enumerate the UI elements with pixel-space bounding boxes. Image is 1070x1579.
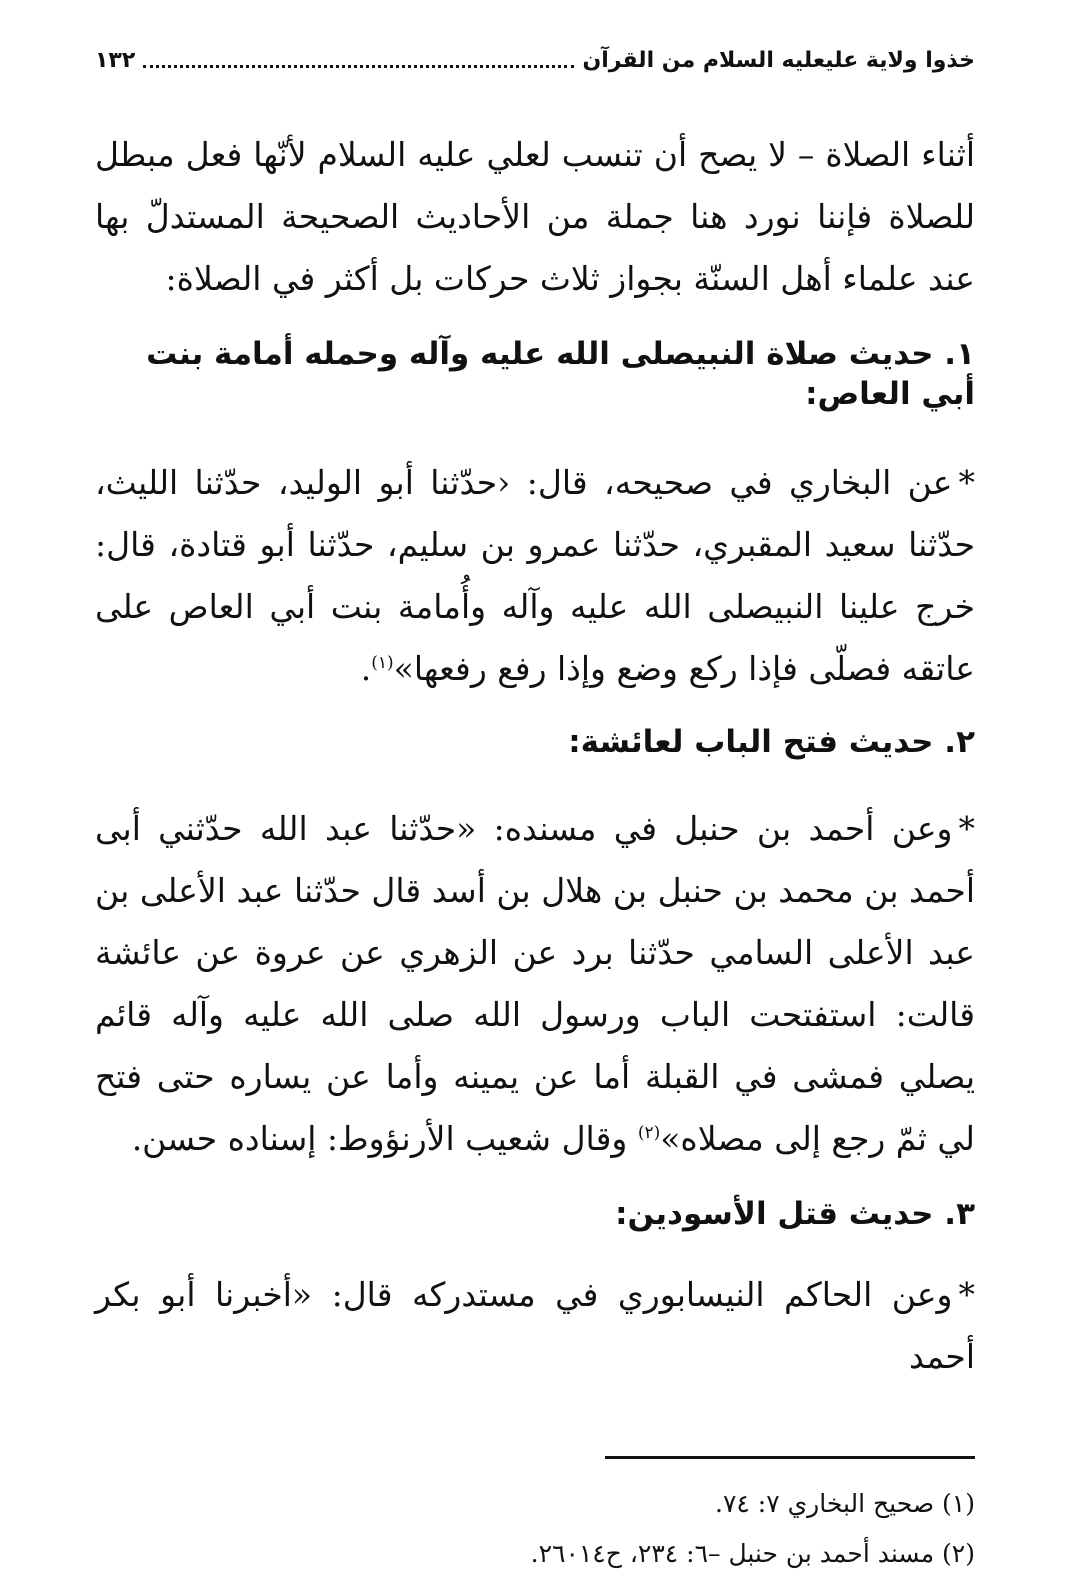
running-header [95, 40, 975, 80]
book-page [95, 40, 975, 1568]
section-heading-3: ٣. حديث قتل الأسودين: [615, 1196, 975, 1232]
asterisk-marker: * [958, 463, 975, 502]
header-dot-leader [143, 65, 574, 68]
running-header-title: خذوا ولاية علي‏‏عليه السلام من القرآن [582, 47, 975, 73]
asterisk-marker: * [958, 1275, 975, 1314]
section-heading-2: ٢. حديث فتح الباب لعائشة: [568, 724, 975, 760]
section-paragraph-1 [95, 452, 975, 700]
asterisk-marker: * [958, 809, 975, 848]
section-tail-2: وقال شعيب الأرنؤوط: إسناده حسن. [131, 1119, 638, 1158]
footnote-divider [605, 1456, 975, 1459]
section-text-3: وعن الحاكم النيسابوري في مستدركه قال: «أخبرنا أبو بكر أحمد [95, 1275, 975, 1376]
footnotes [95, 1479, 975, 1579]
section-text-1: عن البخاري في صحيحه، قال: ‹حدّثنا أبو الوليد، حدّثنا الليث، حدّثنا سعيد المقبري، حدّثنا عمرو بن سليم، حدّثنا أبو قتادة، قال: خرج علينا النبي‏صلى الله عليه وآله وأُمامة بنت أبي العاص على عاتقه فصلّى فإذا ركع وضع وإذا رفع رفعها» [95, 463, 975, 688]
footnote-2: (٢) مسند أحمد بن حنبل –٦: ٢٣٤، ح٢٦٠١٤. [530, 1539, 975, 1568]
section-heading-1: ١. حديث صلاة النبي‏صلى الله عليه وآله وحمله أمامة بنت أبي العاص: [146, 336, 975, 412]
section-tail-1: . [360, 649, 372, 688]
page-number: ١٣٢ [95, 47, 136, 73]
section-paragraph-3 [95, 1264, 975, 1388]
section-text-2: وعن أحمد بن حنبل في مسنده: «حدّثنا عبد الله حدّثني أبى أحمد بن محمد بن حنبل بن هلال بن أسد قال حدّثنا عبد الأعلى بن عبد الأعلى السامي حدّثنا برد عن الزهري عن عروة عن عائشة قالت: استفتحت الباب ورسول الله صلى الله عليه وآله قائم يصلي فمشى في القبلة أما عن يمينه وأما عن يساره حتى فتح لي ثمّ رجع إلى مصلاه» [95, 809, 975, 1158]
section-paragraph-2 [95, 798, 975, 1170]
footnote-ref-1[interactable]: (١) [371, 653, 394, 673]
footnote-ref-2[interactable]: (٢) [637, 1123, 661, 1143]
intro-paragraph: أثناء الصلاة – لا يصح أن تنسب لعلي ‏عليه السلام لأنّها فعل مبطل للصلاة فإننا نورد هنا جملة من الأحاديث الصحيحة المستدلّ بها عند علماء أهل السنّة بجواز ثلاث حركات بل أكثر في الصلاة: [95, 135, 975, 298]
footnote-1: (١) صحيح البخاري ٧: ٧٤. [715, 1489, 975, 1518]
